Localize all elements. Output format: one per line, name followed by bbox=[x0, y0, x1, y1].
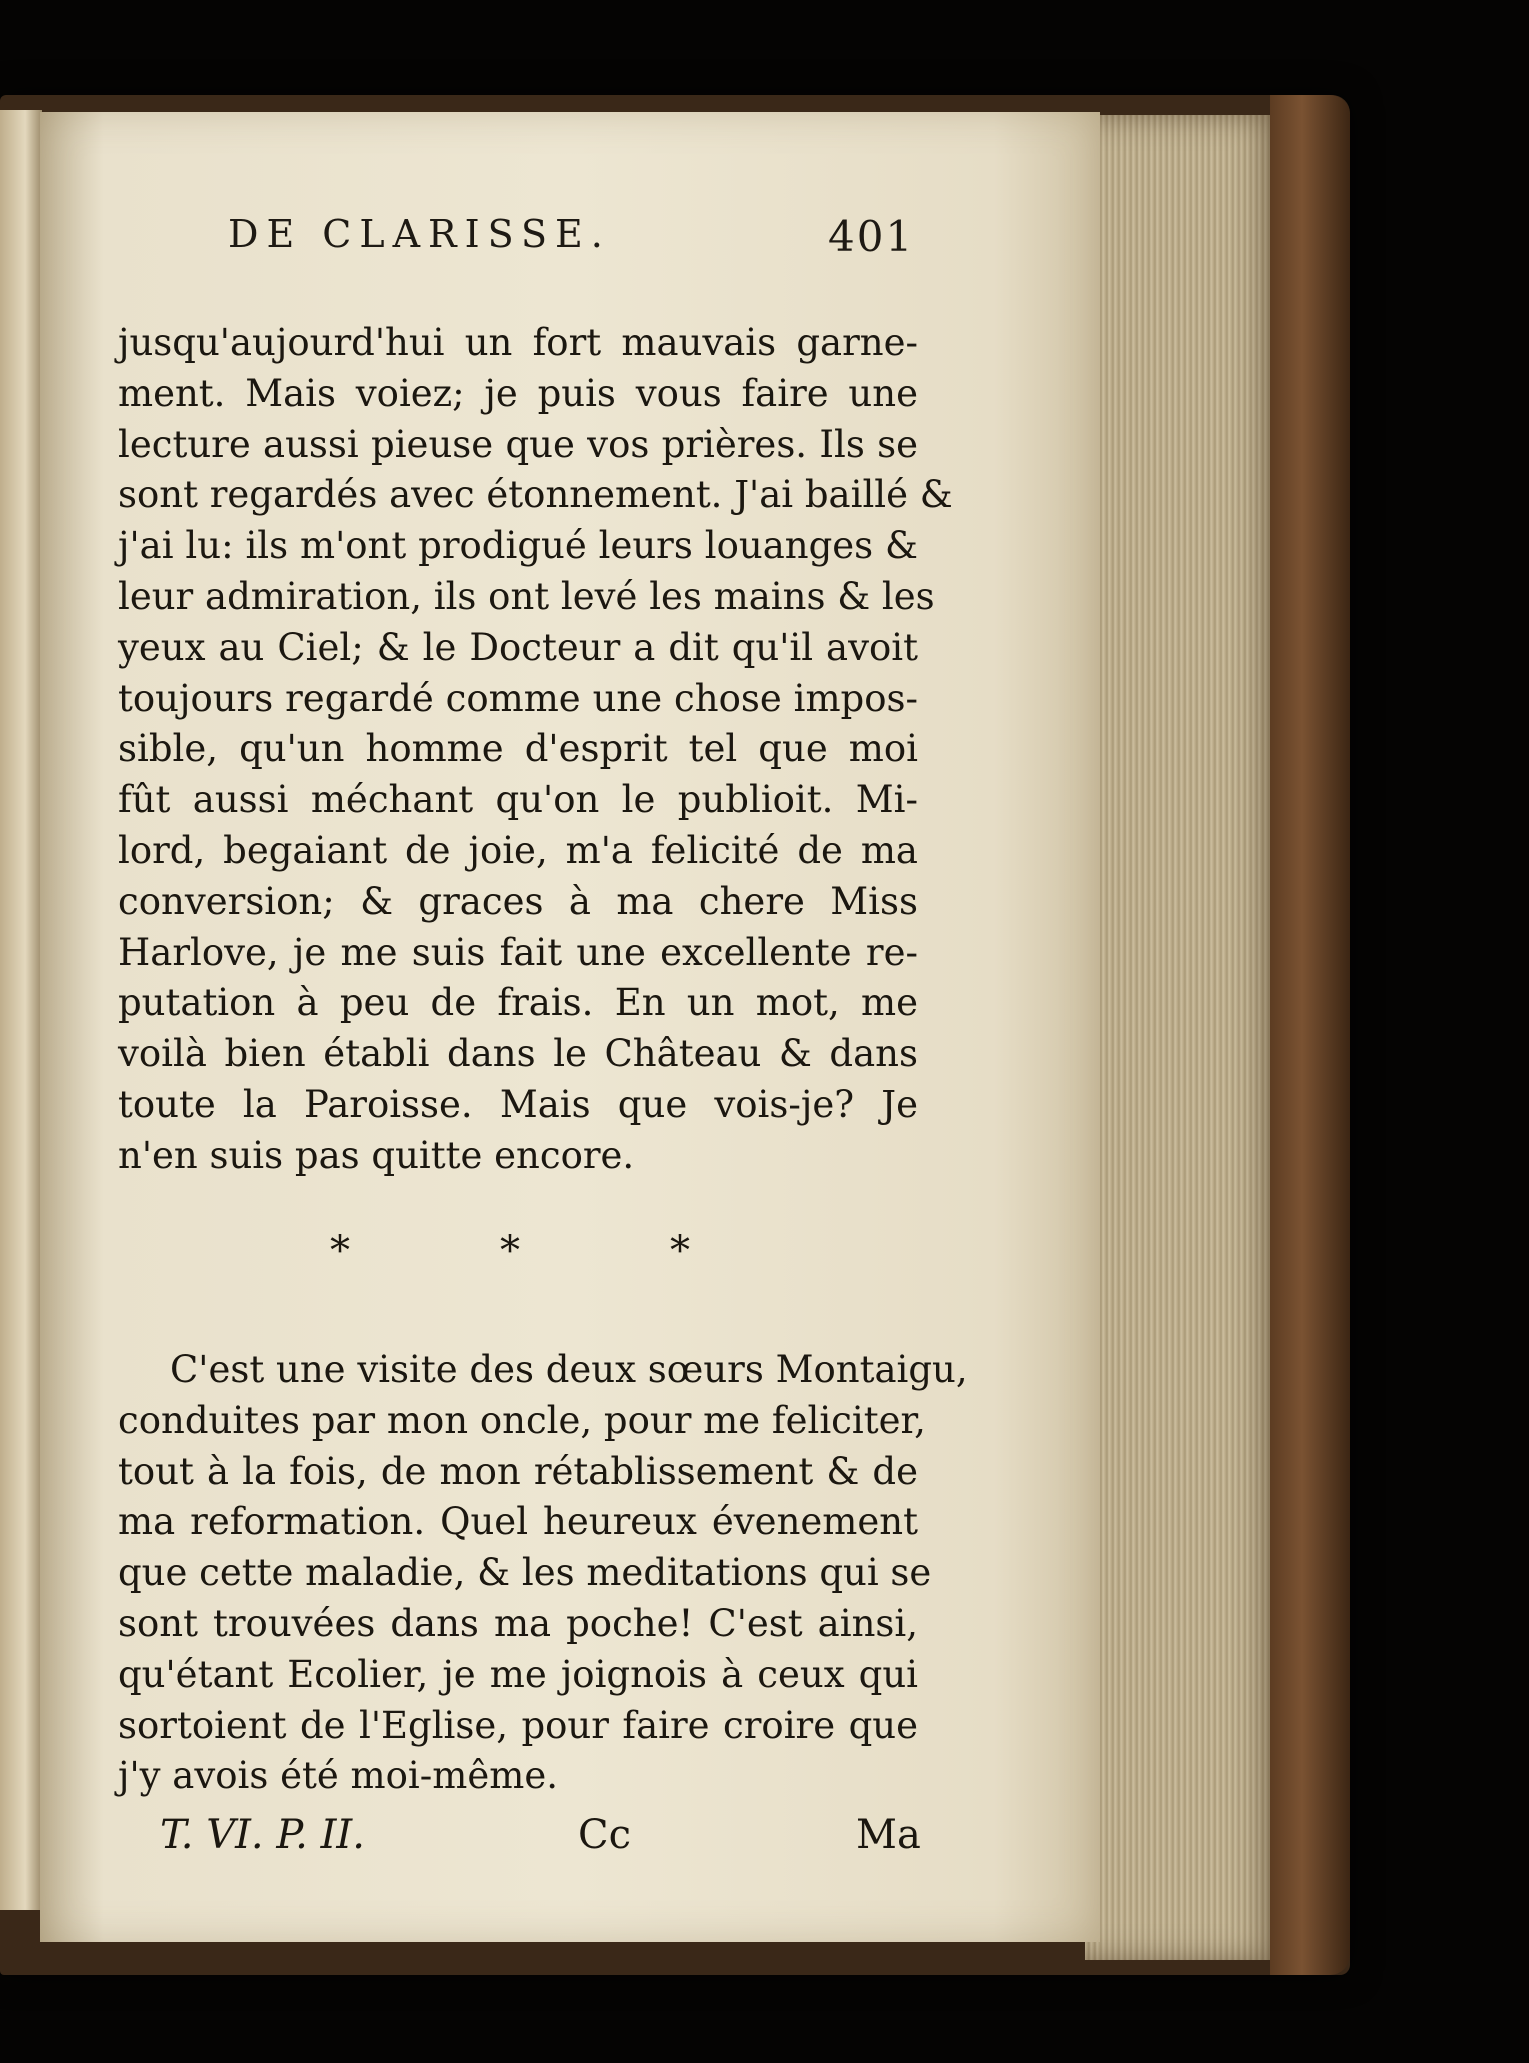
text-line: j'y avois été moi-même. bbox=[118, 1754, 558, 1798]
text-line: toute la Paroisse. Mais que vois-je? Je bbox=[118, 1082, 918, 1126]
asterisk: * bbox=[330, 1228, 350, 1274]
text-line: putation à peu de frais. En un mot, me bbox=[118, 981, 918, 1025]
paragraph-2 bbox=[118, 1345, 968, 1802]
text-line: conduites par mon oncle, pour me feliciter, bbox=[118, 1398, 926, 1442]
text-line: yeux au Ciel; & le Docteur a dit qu'il avoit bbox=[118, 625, 918, 669]
running-head: DE CLARISSE. bbox=[228, 212, 611, 256]
text-line: lord, begaiant de joie, m'a felicité de ma bbox=[118, 828, 918, 872]
gathering-mark: Cc bbox=[578, 1812, 632, 1858]
facing-page-edge bbox=[0, 110, 42, 1910]
back-cover bbox=[1270, 95, 1350, 1975]
text-line: conversion; & graces à ma chere Miss bbox=[118, 879, 918, 923]
page-block-edges bbox=[1085, 115, 1285, 1960]
text-line: qu'étant Ecolier, je me joignois à ceux qui bbox=[118, 1652, 918, 1696]
section-separator bbox=[330, 1228, 690, 1274]
text-line: que cette maladie, & les meditations qui se bbox=[118, 1551, 932, 1595]
page-number: 401 bbox=[828, 212, 915, 261]
text-line: lecture aussi pieuse que vos prières. Ils se bbox=[118, 422, 918, 466]
text-line: jusqu'aujourd'hui un fort mauvais garne- bbox=[118, 321, 918, 364]
page-footer bbox=[160, 1812, 920, 1862]
catchword: Ma bbox=[856, 1812, 921, 1858]
text-line: C'est une visite des deux sœurs Montaigu, bbox=[170, 1348, 968, 1391]
asterisk: * bbox=[500, 1228, 520, 1274]
text-line: fût aussi méchant qu'on le publioit. Mi- bbox=[118, 778, 918, 822]
text-line: j'ai lu: ils m'ont prodigué leurs louanges & bbox=[118, 524, 918, 568]
text-line: voilà bien établi dans le Château & dans bbox=[118, 1032, 918, 1076]
text-line: toujours regardé comme une chose impos- bbox=[118, 676, 918, 720]
text-line: ment. Mais voiez; je puis vous faire une bbox=[118, 371, 918, 415]
text-line: Harlove, je me suis fait une excellente re- bbox=[118, 930, 918, 974]
text-line: n'en suis pas quitte encore. bbox=[118, 1133, 635, 1177]
text-line: sont regardés avec étonnement. J'ai baillé & bbox=[118, 473, 953, 517]
text-line: sortoient de l'Eglise, pour faire croire que bbox=[118, 1703, 918, 1747]
text-line: sible, qu'un homme d'esprit tel que moi bbox=[118, 727, 918, 771]
asterisk: * bbox=[670, 1228, 690, 1274]
text-line: tout à la fois, de mon rétablissement & de bbox=[118, 1449, 918, 1493]
text-line: ma reformation. Quel heureux évenement bbox=[118, 1500, 918, 1544]
text-line: sont trouvées dans ma poche! C'est ainsi, bbox=[118, 1601, 918, 1645]
text-line: leur admiration, ils ont levé les mains & les bbox=[118, 574, 935, 618]
signature-mark: T. VI. P. II. bbox=[160, 1812, 365, 1858]
page-header bbox=[228, 212, 928, 272]
paragraph-1 bbox=[118, 318, 953, 1182]
